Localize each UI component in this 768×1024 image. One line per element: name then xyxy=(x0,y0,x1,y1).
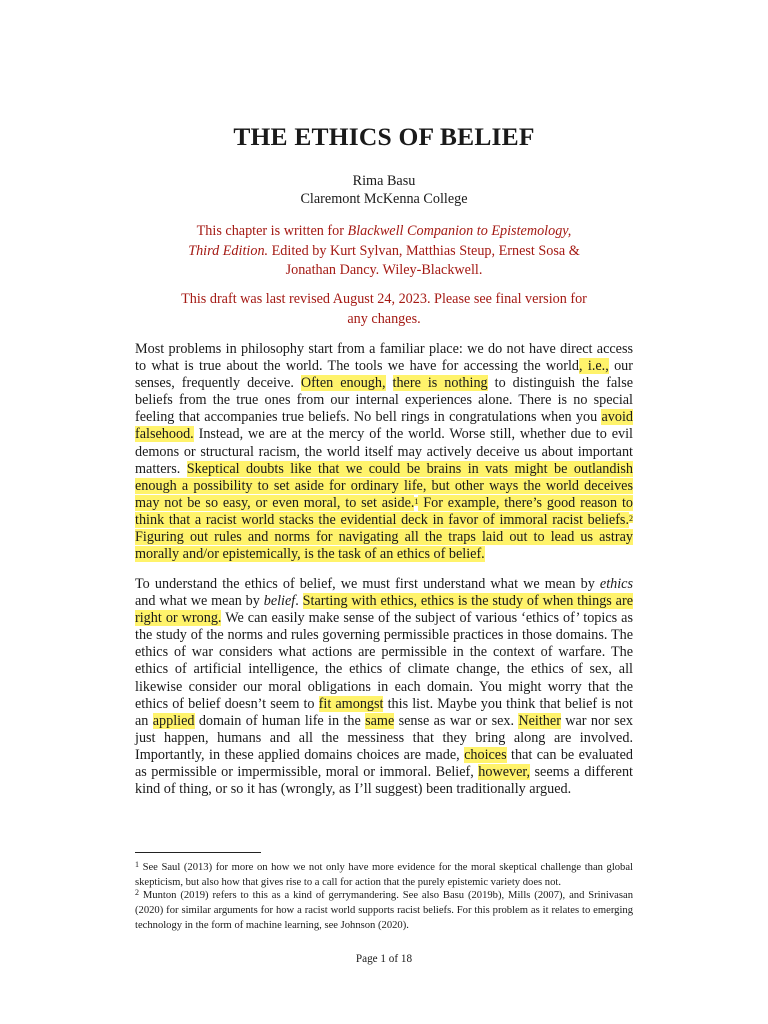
text-run: this list. Maybe you think that belief is not an xyxy=(135,695,633,729)
text-run: sense as war or sex. xyxy=(394,712,519,729)
highlight: Neither xyxy=(518,712,561,729)
highlight: Skeptical doubts like that we could be brains in vats might be outlandish enough a possibility to set aside for ordinary life, but other ways the world deceives may not be so easy, or even moral, to set aside. xyxy=(135,460,633,511)
body-paragraph-2 xyxy=(135,576,633,798)
text-run: our senses, frequently deceive. xyxy=(135,358,634,392)
notice-suffix: Edited by Kurt Sylvan, Matthias Steup, Ernest Sosa & Jonathan Dancy. Wiley-Blackwell. xyxy=(268,242,580,278)
text-run: and what we mean by xyxy=(135,593,264,610)
text-run: that can be evaluated as permissible or impermissible, moral or immoral. Belief, xyxy=(135,746,633,781)
highlight: fit amongst xyxy=(318,695,384,712)
paper-title: THE ETHICS OF BELIEF xyxy=(233,122,535,151)
highlight: , i.e., xyxy=(579,358,609,375)
author-name: Rima Basu xyxy=(352,173,416,189)
publication-notice xyxy=(180,222,588,281)
italic-term: ethics xyxy=(599,576,633,592)
highlight: there is nothing xyxy=(392,375,488,392)
revision-notice: This draft was last revised August 24, 2023. Please see final version for any changes. xyxy=(181,291,587,327)
text-run: war nor sex just happen, humans and all the messiness that they bring along are involved. Importantly, in these applied domains choices are made, xyxy=(135,712,634,763)
footnote-1 xyxy=(135,860,633,890)
footnote-text: See Saul (2013) for more on how we not only have more evidence for the moral skeptical challenge than global skepticism, but also how that gives rise to a call for action that the purely epistemic variety does not. xyxy=(135,862,633,888)
text-run: seems a different kind of thing, or so it has (wrongly, as I’ll suggest) been traditionally argued. xyxy=(135,764,633,798)
highlight: avoid falsehood. xyxy=(135,409,633,443)
author-affiliation: Claremont McKenna College xyxy=(300,191,468,207)
footnote-2 xyxy=(135,888,633,933)
notice-book-title: Blackwell Companion to Epistemology, Third Edition. xyxy=(188,223,572,259)
highlight: however, xyxy=(478,764,531,781)
highlight: choices xyxy=(464,746,507,763)
footnote-number: 2 xyxy=(135,888,139,897)
highlight: Figuring out rules and norms for navigating all the traps laid out to lead us astray morally and/or epistemically, is the task of an ethics of belief. xyxy=(135,529,633,563)
text-run: domain of human life in the xyxy=(194,712,366,729)
text-run xyxy=(386,375,393,391)
text-run: to distinguish the false beliefs from the true ones from our internal experiences alone. There is no special feeling that accompanies true beliefs. No bell rings in congratulations when you xyxy=(135,375,634,426)
highlight: applied xyxy=(152,712,195,729)
footnote-ref-1[interactable]: 1 xyxy=(414,496,419,506)
text-run: We can easily make sense of the subject of various ‘ethics of’ topics as the study of the norms and rules governing permissible practices in those domains. The ethics of war considers what actions are permissible in the context of warfare. The ethics of artificial intelligence, the ethics of climate change, the ethics of sex, all likewise consider our moral obligations in each domain. You might worry that the ethics of belief doesn’t seem to xyxy=(135,610,634,712)
text-run: To understand the ethics of belief, we must first understand what we mean by xyxy=(135,576,600,592)
footnote-ref-2[interactable]: 2 xyxy=(629,513,633,523)
notice-prefix: This chapter is written for xyxy=(196,223,348,239)
highlight: Often enough, xyxy=(300,375,386,392)
highlight: same xyxy=(365,712,395,729)
text-run: . xyxy=(295,593,303,610)
text-run: Most problems in philosophy start from a familiar place: we do not have direct access to what is true about the world. The tools we have for accessing the world xyxy=(135,341,633,375)
text-run: Instead, we are at the mercy of the world. Worse still, whether due to evil demons or structural racism, the world itself may actively deceive us about important matters. xyxy=(135,426,633,477)
page-number: Page 1 of 18 xyxy=(355,953,413,965)
footnote-number: 1 xyxy=(135,860,139,869)
highlight: For example, there’s good reason to think that a racist world stacks the evidential deck in favor of immoral racist beliefs. xyxy=(135,494,633,528)
body-paragraph-1 xyxy=(135,341,633,563)
italic-term: belief xyxy=(263,593,296,610)
highlight: Starting with ethics, ethics is the study of when things are right or wrong. xyxy=(135,593,633,627)
footnote-text: Munton (2019) refers to this as a kind of gerrymandering. See also Basu (2019b), Mills (2007), and Srinivasan (2020) for similar arguments for how a racist world supports racist beliefs. For this problem as it relates to emerging technology in the form of machine learning, see Johnson (2020). xyxy=(135,890,633,931)
footnote-divider xyxy=(135,852,261,853)
